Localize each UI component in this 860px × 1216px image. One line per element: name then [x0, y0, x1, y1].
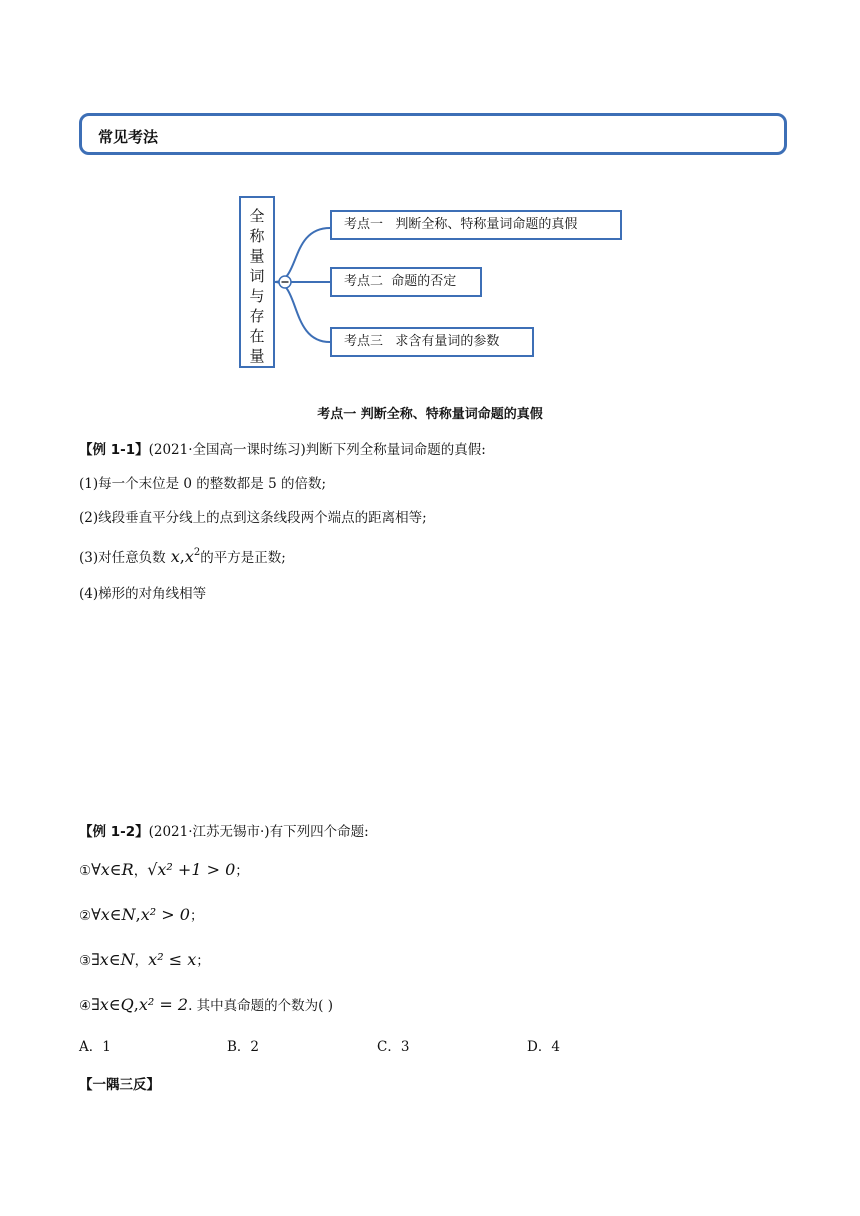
- example-1-2-intro: [79, 822, 369, 842]
- mindmap-node-topic-1: 考点一 判断全称、特称量词命题的真假: [330, 210, 622, 240]
- example-1-1-intro: [79, 440, 486, 460]
- section-header-box: [79, 113, 787, 155]
- practice-heading: 【一隅三反】: [79, 1077, 160, 1093]
- option-d: D．4: [527, 1039, 560, 1055]
- example-1-1-item-1: (1)每一个末位是 0 的整数都是 5 的倍数;: [79, 476, 327, 492]
- mindmap-node-topic-2: 考点二 命题的否定: [330, 267, 482, 297]
- example-1-1-item-2: (2)线段垂直平分线上的点到这条线段两个端点的距离相等;: [79, 510, 427, 526]
- proposition-2: ②∀x∈N,x² > 0；: [79, 905, 204, 924]
- proposition-1: ①∀x∈R，√x² +1 > 0；: [79, 860, 249, 879]
- topic-heading: 考点一 判断全称、特称量词命题的真假: [317, 407, 543, 422]
- option-b: B．2: [227, 1039, 260, 1055]
- option-c: C．3: [377, 1039, 410, 1055]
- example-source: (2021·江苏无锡市·)有下列四个命题:: [148, 824, 369, 840]
- example-tag: 【例 1-1】: [79, 442, 149, 458]
- mindmap: [230, 190, 630, 370]
- mindmap-node-topic-3: 考点三 求含有量词的参数: [330, 327, 534, 357]
- proposition-3: ③∃x∈N，x² ≤ x；: [79, 950, 210, 969]
- example-source: (2021·全国高一课时练习)判断下列全称量词命题的真假:: [148, 442, 486, 458]
- example-1-1-item-3: (3)对任意负数 $x,x^2$的平方是正数;: [79, 547, 286, 566]
- section-title: 常见考法: [98, 128, 159, 146]
- option-a: A．1: [79, 1039, 111, 1055]
- example-1-1-item-4: (4)梯形的对角线相等: [79, 586, 207, 602]
- proposition-4: ④∃x∈Q,x² = 2. 其中真命题的个数为( ): [79, 995, 334, 1014]
- mindmap-root-node: 全 称 量 词 与 存 在 量: [239, 196, 275, 368]
- example-tag: 【例 1-2】: [79, 824, 149, 840]
